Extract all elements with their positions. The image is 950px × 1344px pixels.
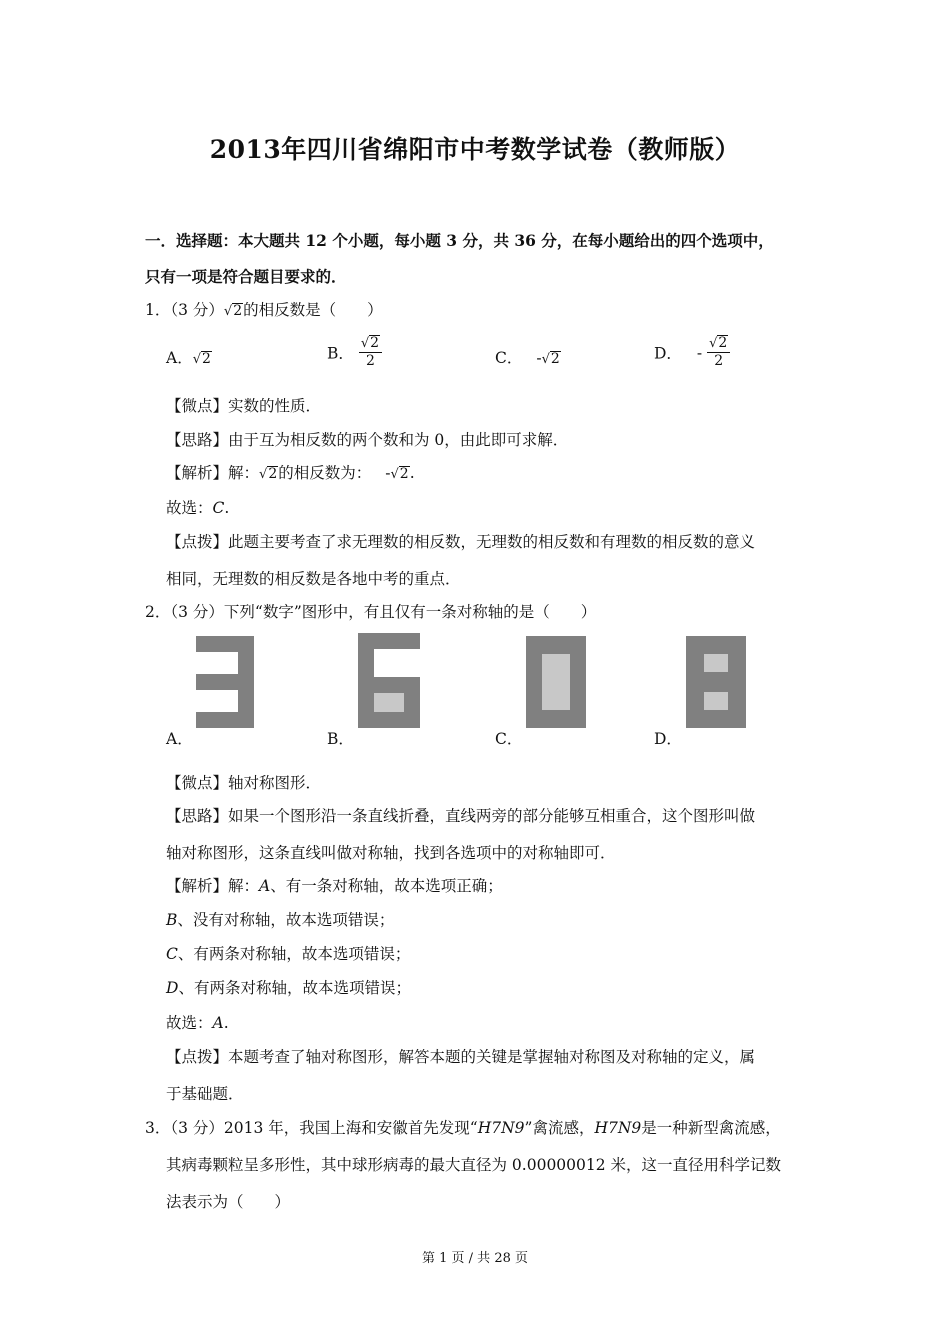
section-header-line1: 一．选择题：本大题共 12 个小题，每小题 3 分，共 36 分，在每小题给出的四个选项中，: [145, 231, 774, 250]
option-a: A．√2: [166, 349, 211, 367]
digit-6-figure: [358, 633, 420, 728]
q1-answer: 故选：C.: [166, 499, 230, 517]
question-score: （3 分）: [170, 301, 224, 319]
q2-jiexi: 【解析】解：A、有一条对称轴，故本选项正确；: [166, 877, 503, 895]
page-footer: 第 1 页 / 共 28 页: [422, 1251, 528, 1266]
digit-8-figure: [686, 636, 746, 728]
q2-option-b-label: B．: [327, 730, 354, 748]
option-b: B． $\frac{√2}{2}$: [327, 335, 382, 370]
q2-silu-line2: 轴对称图形，这条直线叫做对称轴，找到各选项中的对称轴即可．: [166, 844, 616, 862]
q1-jiexi: 【解析】解：√2的相反数为： -√2.: [166, 464, 415, 482]
option-c: C． -√2: [495, 349, 560, 367]
q1-silu: 【思路】由于互为相反数的两个数和为 0，由此即可求解．: [166, 431, 569, 449]
q2-option-b-analysis: B、没有对称轴，故本选项错误；: [166, 911, 395, 929]
question-3-stem-line1: 3．（3 分）2013 年，我国上海和安徽首先发现“H7N9”禽流感，H7N9是一种新型禽流感，: [145, 1119, 781, 1137]
fraction: $\frac{√2}{2}$: [707, 335, 730, 370]
digit-3-shape: [196, 636, 254, 728]
q1-dianbo-line1: 【点拨】此题主要考查了求无理数的相反数，无理数的相反数和有理数的相反数的意义: [166, 533, 756, 551]
q2-answer: 故选：A.: [166, 1014, 229, 1032]
q2-option-c-analysis: C、有两条对称轴，故本选项错误；: [166, 945, 411, 963]
digit-3-figure: [196, 636, 254, 728]
sqrt-expression: √2: [223, 303, 243, 319]
q2-option-d-label: D．: [654, 730, 682, 748]
q2-weidian: 【微点】轴对称图形．: [166, 774, 322, 792]
q2-dianbo-line2: 于基础题．: [166, 1085, 244, 1103]
question-1-stem: [145, 298, 383, 320]
q1-weidian: 【微点】实数的性质．: [166, 397, 322, 415]
fraction: $\frac{√2}{2}$: [359, 335, 382, 370]
question-stem-text: 的相反数是（ ）: [243, 301, 383, 319]
section-header-line2: 只有一项是符合题目要求的．: [145, 267, 347, 286]
question-2-stem: 2．（3 分）下列“数字”图形中，有且仅有一条对称轴的是（ ）: [145, 603, 597, 621]
q2-silu-line1: 【思路】如果一个图形沿一条直线折叠，直线两旁的部分能够互相重合，这个图形叫做: [166, 807, 756, 825]
digit-0-figure: [526, 636, 586, 728]
question-number: 1．: [145, 301, 171, 319]
q2-option-d-analysis: D、有两条对称轴，故本选项错误；: [166, 979, 411, 997]
page-title: 2013年四川省绵阳市中考数学试卷（教师版）: [209, 135, 741, 164]
q1-dianbo-line2: 相同，无理数的相反数是各地中考的重点．: [166, 570, 461, 588]
question-3-stem-line3: 法表示为（ ）: [166, 1193, 291, 1211]
q2-dianbo-line1: 【点拨】本题考查了轴对称图形，解答本题的关键是掌握轴对称图及对称轴的定义，属: [166, 1048, 756, 1066]
option-d: D． - $\frac{√2}{2}$: [654, 335, 730, 370]
question-3-stem-line2: 其病毒颗粒呈多形性，其中球形病毒的最大直径为 0.00000012 米，这一直径用科学记数: [166, 1156, 782, 1174]
q2-option-a-label: A．: [166, 730, 193, 748]
q2-option-c-label: C．: [495, 730, 523, 748]
